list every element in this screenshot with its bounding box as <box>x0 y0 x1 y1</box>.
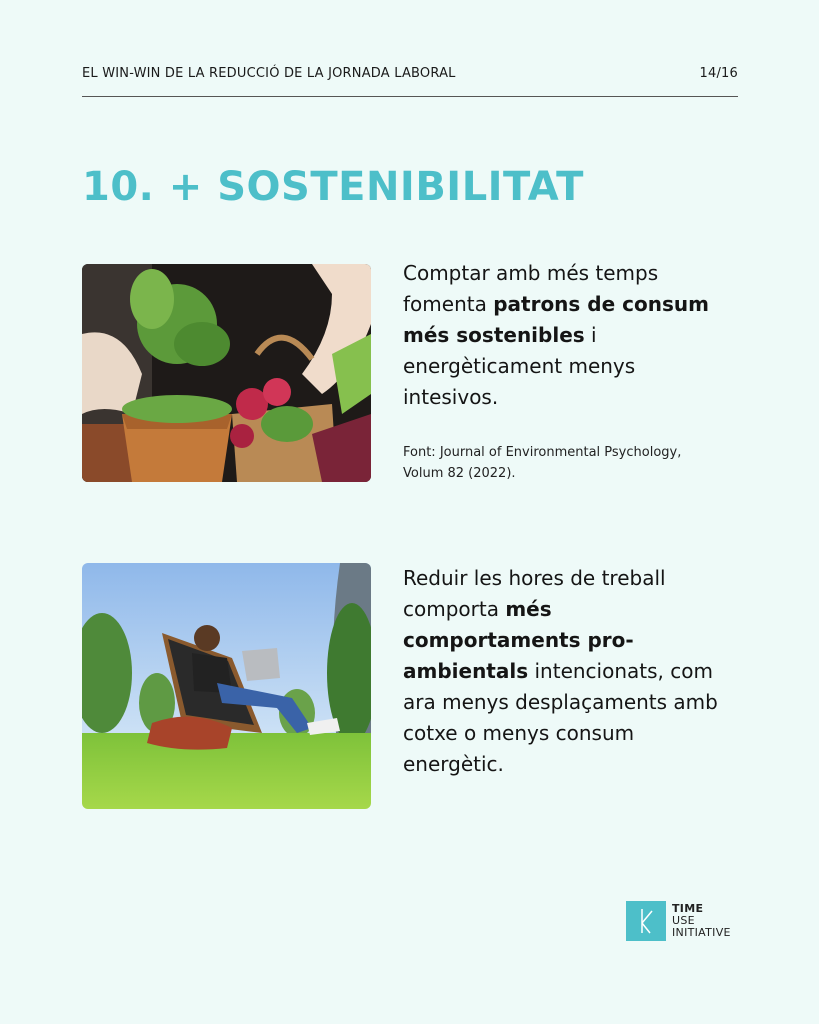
block2-text <box>403 563 723 780</box>
block1-text <box>403 258 723 413</box>
logo-wordmark <box>672 903 731 939</box>
page-header <box>82 66 738 81</box>
block2-text-part1: Reduir les hores de treball comporta <box>403 566 666 621</box>
logo-line-initiative: INITIATIVE <box>672 926 731 939</box>
logo-line-time: TIME <box>672 902 704 915</box>
block2-text-part2: intencionats, com ara menys desplaçaments amb cotxe o menys consum energètic. <box>403 659 718 776</box>
block1-text-part2: i energèticament menys intesivos. <box>403 323 636 409</box>
vegetable-baskets-photo <box>82 264 371 482</box>
block1-source: Font: Journal of Environmental Psychology, Volum 82 (2022). <box>403 445 682 481</box>
logo-mark-icon <box>626 901 666 941</box>
time-use-initiative-logo <box>626 901 731 941</box>
block1-text-part1: Comptar amb més temps fomenta <box>403 261 659 316</box>
man-with-laptop-photo <box>82 563 371 809</box>
header-title: EL WIN-WIN DE LA REDUCCIÓ DE LA JORNADA LABORAL <box>82 66 456 81</box>
header-divider <box>82 96 738 97</box>
page-number: 14/16 <box>699 66 738 81</box>
block2-text-bold: més comportaments pro-ambientals <box>403 597 634 683</box>
block1-text-bold: patrons de consum més sostenibles <box>403 292 709 347</box>
logo-line-use: USE <box>672 914 695 927</box>
section-title: 10. + SOSTENIBILITAT <box>82 164 584 210</box>
